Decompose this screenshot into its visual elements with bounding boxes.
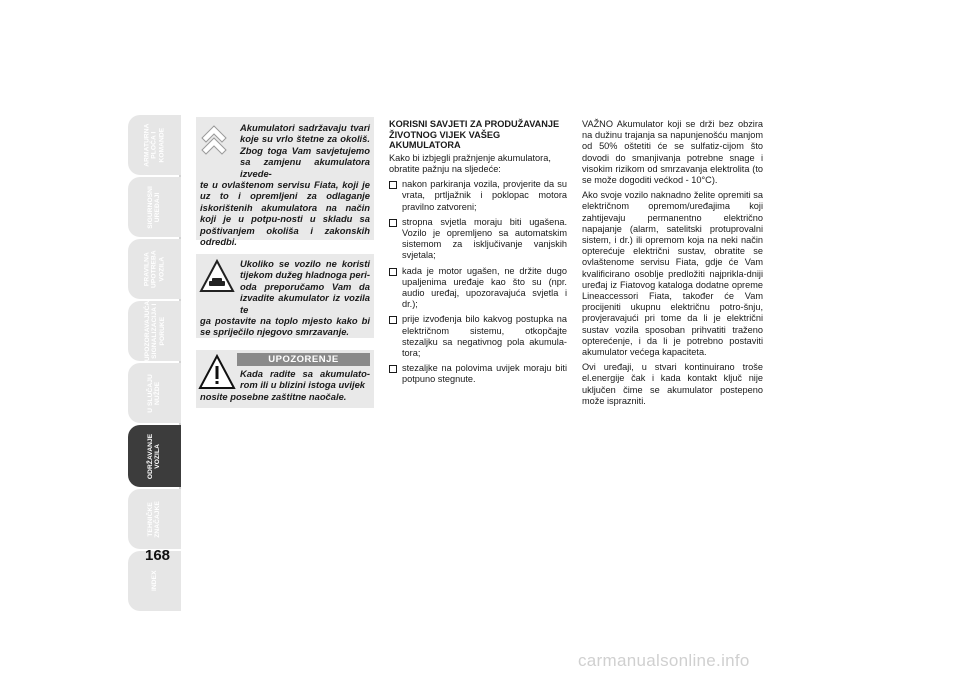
tab-technical-specs[interactable] [128,489,181,549]
intro-paragraph: Kako bi izbjegli pražnjenje akumulatora, obratite pažnju na sljedeće: [389,152,551,174]
note-text: Ukoliko se vozilo ne koristi tijekom dužeg hladnoga peri-oda preporučamo Vam da izvadite akumulator iz vozila te [240,258,370,315]
tab-label: INDEX [150,570,158,592]
checkbox-bullet-icon [389,268,397,276]
cold-storage-note [196,254,374,338]
list-item [389,363,567,385]
checkbox-bullet-icon [389,316,397,324]
important-paragraph: VAŽNO Akumulator koji se drži bez obzira na dužinu trajanja sa napunjenošću manjom od 50% oštetiti će se sulfatiz-cijom što dovodi do smanjivanja potrebne snage i visokim rizikom od smrzavanja elektrolita (to se može dogoditi većkod - 10°C). [582,119,763,186]
list-item-text: stropna svjetla moraju biti ugašena. Vozilo je opremljeno sa automatskim sistemom za isključivanje vanjskih svjetala; [402,216,567,261]
tab-label: SIGURNOSNI UREĐAJI [147,185,162,229]
watermark: carmanualsonline.info [578,651,750,670]
checkbox-bullet-icon [389,181,397,189]
tab-emergency[interactable] [128,363,181,423]
list-item-text: stezaljke na polovima uvijek moraju biti potpuno stegnute. [402,363,567,385]
note-text: Kada radite sa akumulato-rom ili u blizini istoga uvijek [240,368,370,391]
tab-warning-lights[interactable] [128,301,181,361]
note-text-continued: nosite posebne zaštitne naočale. [200,390,347,402]
tab-dashboard-controls[interactable] [128,115,181,175]
note-text-continued: te u ovlaštenom servisu Fiata, koji je uz to i opremljeni za odlaganje iskorištenih akumulatora na način koji je u potpu-nosti u skladu sa poštivanjem okoliša i zakonskih odredbi. [200,179,370,248]
checkbox-bullet-icon [389,219,397,227]
section-heading: KORISNI SAVJETI ZA PRODUŽAVANJE ŽIVOTNOG VIJEK VAŠEG AKUMULATORA [389,119,560,151]
note-text-continued: ga postavite na toplo mjesto kako bi se spriječilo njegovo smrzavanje. [200,315,370,338]
list-item [389,179,567,213]
list-item-text: nakon parkiranja vozila, provjerite da su vrata, prtljažnik i poklopac motora pravilno zatvoreni; [402,179,567,212]
important-notes-column [582,119,763,411]
checkbox-bullet-icon [389,365,397,373]
accessories-paragraph: Ako svoje vozilo naknadno želite opremiti sa električnom opremom/uređajima koji zahtijevaju permanentno električno napajanje (alarm, satelitski protuprovalni sistem, i dr.) ili opremom koja na neki način opterećuje električni sustav, obratite se ovlaštenome servisu Fiata, gdje će Vam kvalificirano osoblje predložiti najprikla-dniji uređaj iz Fiatovog kataloga dodatne opreme Lineaccessori Fiata, također će Vam procijeniti ukupnu električnu potro-šnju, provjeravajući pri tome da li je električni sustav vozila sposoban prihvatiti traženo opterećenje, i da li je potrebno postaviti akumulator većega kapaciteta. [582,190,763,358]
list-item-text: prije izvođenja bilo kakvog postupka na električnom sistemu, otkopčajte stezaljku sa negativnog pola akumula-tora; [402,314,567,359]
list-item [389,217,567,262]
page-number: 168 [145,547,171,564]
tab-label: UPOZORAVAJUĆA SIGNALIZACIJA I PORUKE [143,300,166,361]
note-text: Akumulatori sadržavaju tvari koje su vrlo štetne za okoliš. Zbog toga Vam savjetujemo sa zamjenu akumulatora izvede- [240,122,370,179]
tips-list [389,179,567,385]
tab-label: TEHNIČKE ZNAČAJKE [147,500,162,538]
warning-note [196,350,374,408]
tab-label: PRAVILNA UPOTREBA VOZILA [143,250,166,288]
tab-label: U SLUČAJU NUŽDE [147,373,162,413]
environment-note [196,117,374,248]
warning-badge: UPOZORENJE [237,353,370,366]
tab-label: ODRŽAVANJE VOZILA [147,433,162,479]
tab-correct-use[interactable] [128,239,181,299]
tab-safety[interactable] [128,177,181,237]
battery-life-tips [389,119,567,390]
list-item [389,314,567,359]
consumption-paragraph: Ovi uređaji, u stvari kontinuirano troše el.energije čak i kada kontakt ključ nije uključen čime se akumulator postepeno može isprazniti. [582,362,763,406]
tab-maintenance[interactable] [128,425,181,487]
list-item [389,266,567,311]
list-item-text: kada je motor ugašen, ne držite dugo upaljenima uređaje kao što su (npr. audio uređaj, upozoravajuća svjetla i dr.); [402,265,567,310]
tab-label: ARMATURNA PLOČA I KOMANDE [143,123,166,167]
